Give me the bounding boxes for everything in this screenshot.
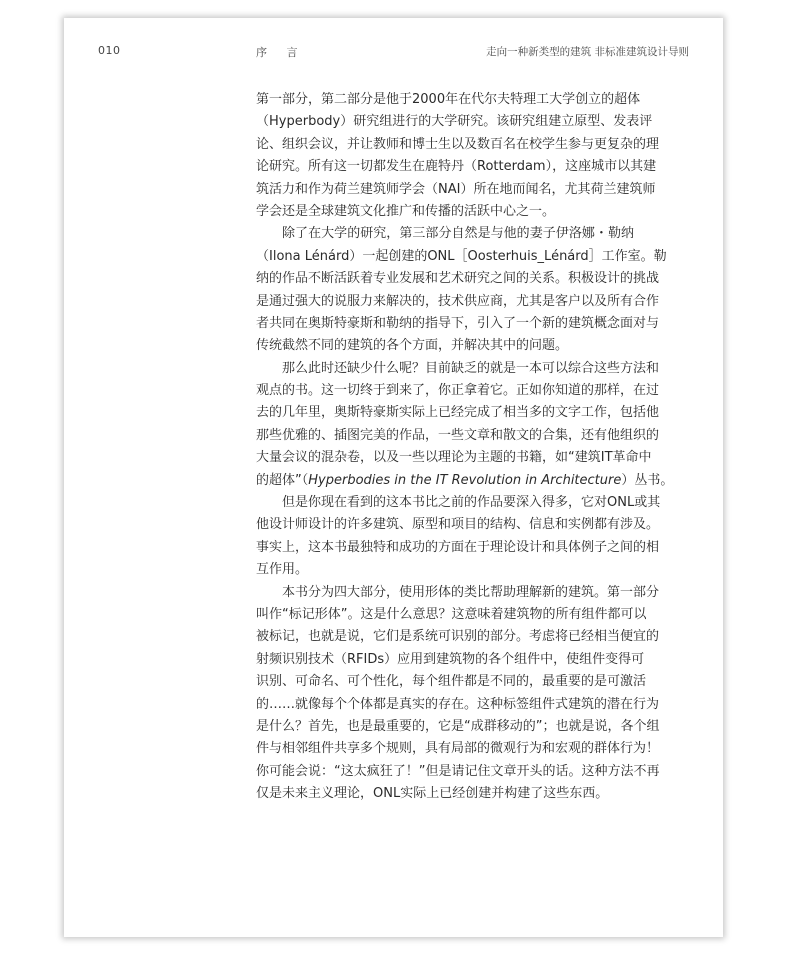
text-line: 第一部分，第二部分是他于2000年在代尔夫特理工大学创立的超体 bbox=[256, 92, 641, 107]
text-line: 除了在大学的研究，第三部分自然是与他的妻子伊洛娜・勒纳 bbox=[282, 226, 634, 242]
text-line: 的……就像每个个体都是真实的存在。这种标签组件式建筑的潜在行为 bbox=[256, 696, 660, 712]
text-fragment: 的超体”（ bbox=[256, 472, 309, 488]
text-line: 那么此时还缺少什么呢？目前缺乏的就是一本可以综合这些方法和 bbox=[282, 360, 660, 376]
text-line: 是通过强大的说服力来解决的，技术供应商，尤其是客户以及所有合作 bbox=[256, 293, 660, 309]
paragraph-4 bbox=[256, 492, 661, 582]
text-line: 者共同在奥斯特豪斯和勒纳的指导下，引入了一个新的建筑概念面对与 bbox=[256, 315, 660, 331]
running-header bbox=[64, 44, 723, 60]
text-line: 仅是未来主义理论，ONL实际上已经创建并构建了这些东西。 bbox=[256, 786, 609, 802]
text-line: 件与相邻组件共享多个规则，具有局部的微观行为和宏观的群体行为！ bbox=[256, 741, 660, 757]
book-title-italic: Hyperbodies in the IT Revolution in Architecture bbox=[308, 472, 622, 488]
text-line: 去的几年里，奥斯特豪斯实际上已经完成了相当多的文字工作，包括他 bbox=[256, 405, 660, 421]
text-line: 叫作“标记形体”。这是什么意思？这意味着建筑物的所有组件都可以 bbox=[256, 606, 647, 622]
text-line bbox=[256, 470, 674, 492]
text-line: 大量会议的混杂卷，以及一些以理论为主题的书籍，如“建筑IT革命中 bbox=[256, 450, 652, 466]
text-line: （Hyperbody）研究组进行的大学研究。该研究组建立原型、发表评 bbox=[256, 114, 653, 130]
text-line: 是什么？首先，也是最重要的，它是“成群移动的”；也就是说，各个组 bbox=[256, 718, 660, 734]
page-number: 010 bbox=[98, 44, 121, 57]
chapter-title: 序 言 bbox=[256, 46, 306, 59]
text-line: 那些优雅的、插图完美的作品，一些文章和散文的合集，还有他组织的 bbox=[256, 427, 660, 443]
text-line: 事实上，这本书最独特和成功的方面在于理论设计和具体例子之间的相 bbox=[256, 539, 660, 555]
paragraph-1 bbox=[256, 89, 660, 223]
paragraph-2 bbox=[256, 223, 667, 357]
text-line: 筑活力和作为荷兰建筑师学会（NAI）所在地而闻名，尤其荷兰建筑师 bbox=[256, 181, 656, 197]
book-page bbox=[64, 18, 723, 937]
text-line: 观点的书。这一切终于到来了，你正拿着它。正如你知道的那样，在过 bbox=[256, 383, 660, 399]
text-line: 识别、可命名、可个性化，每个组件都是不同的，最重要的是可激活 bbox=[256, 674, 647, 690]
book-title: 走向一种新类型的建筑 非标准建筑设计导则 bbox=[486, 46, 689, 58]
text-line: （Ilona Lénárd）一起创建的ONL［Oosterhuis_Lénárd］工作室。勒 bbox=[256, 248, 667, 264]
text-line: 论研究。所有这一切都发生在鹿特丹（Rotterdam），这座城市以其建 bbox=[256, 159, 657, 175]
text-line: 你可能会说：“这太疯狂了！”但是请记住文章开头的话。这种方法不再 bbox=[256, 763, 660, 779]
body-text bbox=[256, 89, 674, 806]
text-line: 射频识别技术（RFIDs）应用到建筑物的各个组件中，使组件变得可 bbox=[256, 651, 645, 667]
text-line: 被标记，也就是说，它们是系统可识别的部分。考虑将已经相当便宜的 bbox=[256, 629, 660, 645]
paragraph-3 bbox=[256, 358, 674, 492]
text-line: 论、组织会议，并让教师和博士生以及数百名在校学生参与更复杂的理 bbox=[256, 136, 660, 152]
paragraph-5 bbox=[256, 582, 660, 806]
text-line: 但是你现在看到的这本书比之前的作品要深入得多，它对ONL或其 bbox=[282, 495, 661, 511]
text-fragment: ）丛书。 bbox=[621, 472, 674, 488]
text-line: 他设计师设计的许多建筑、原型和项目的结构、信息和实例都有涉及。 bbox=[256, 517, 660, 533]
text-line: 互作用。 bbox=[256, 562, 309, 578]
text-line: 传统截然不同的建筑的各个方面，并解决其中的问题。 bbox=[256, 338, 569, 354]
text-line: 本书分为四大部分，使用形体的类比帮助理解新的建筑。第一部分 bbox=[282, 584, 660, 600]
text-line: 纳的作品不断活跃着专业发展和艺术研究之间的关系。积极设计的挑战 bbox=[256, 271, 660, 287]
text-line: 学会还是全球建筑文化推广和传播的活跃中心之一。 bbox=[256, 203, 556, 219]
